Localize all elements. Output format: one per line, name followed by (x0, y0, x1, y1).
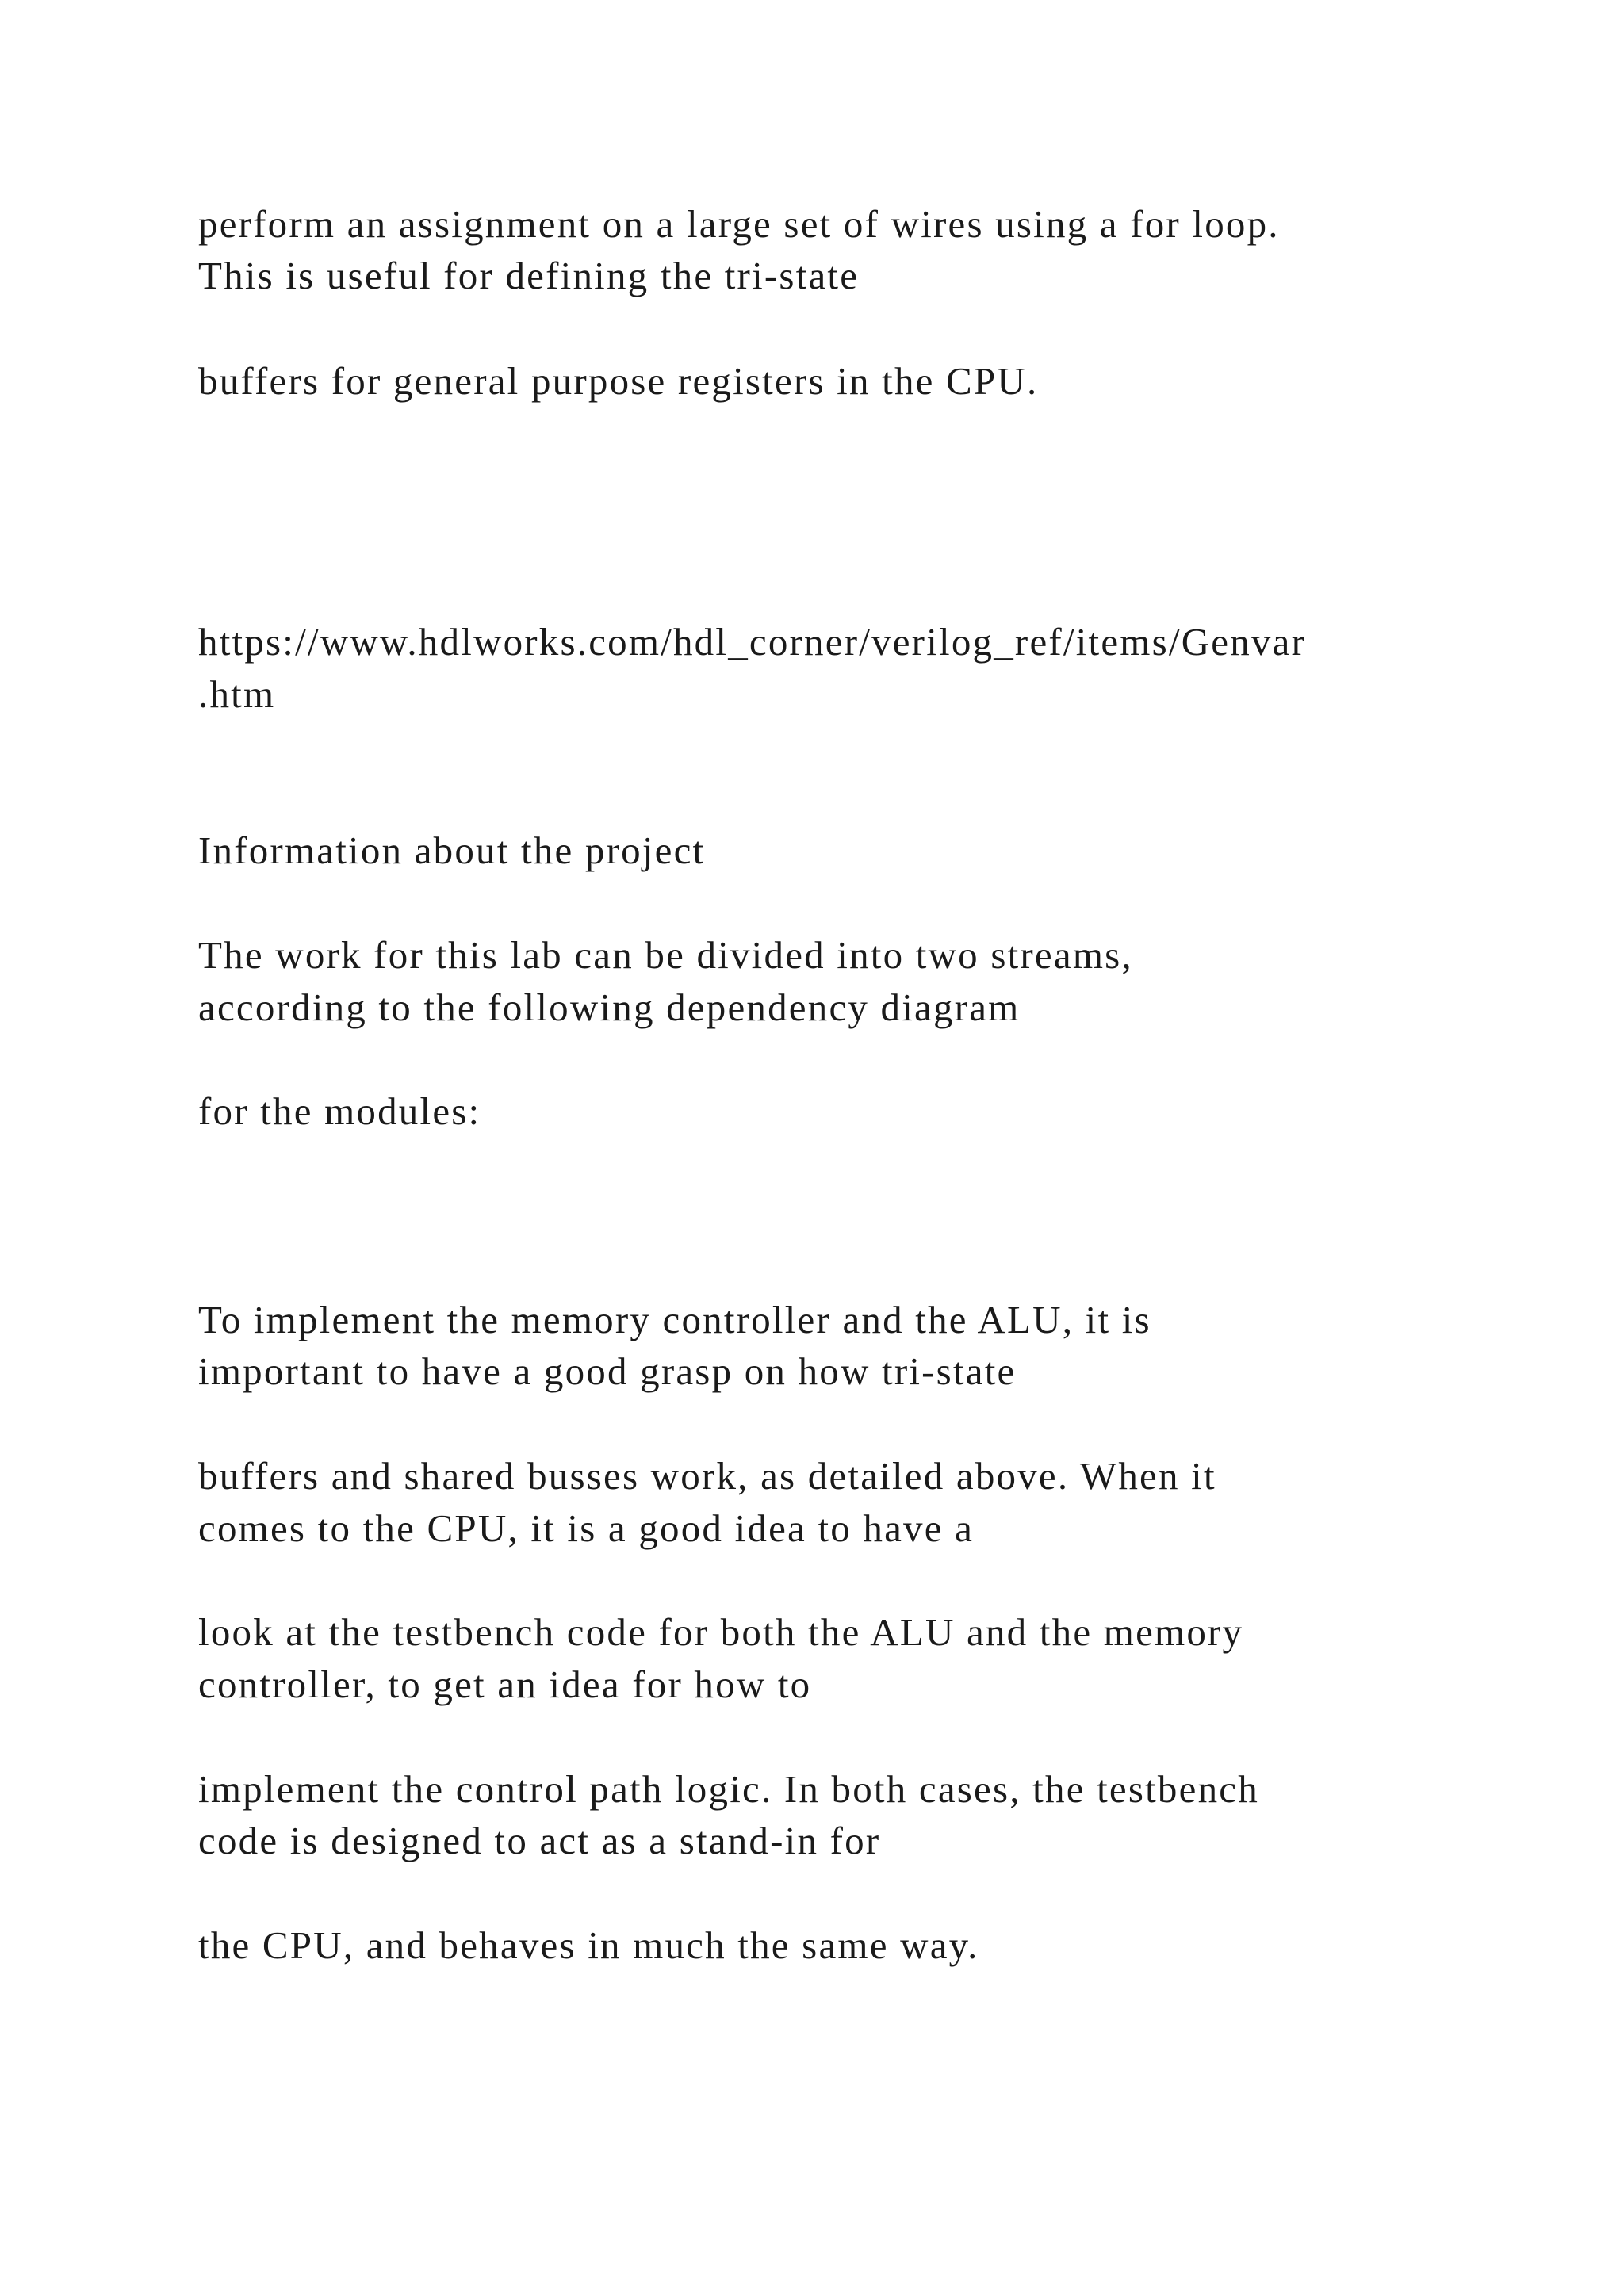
text-line: perform an assignment on a large set of wires using a for loop. (198, 202, 1280, 246)
text-line: important to have a good grasp on how tri-state (198, 1349, 1017, 1393)
text-line: To implement the memory controller and the ALU, it is (198, 1298, 1151, 1341)
text-line: for the modules: (198, 1089, 481, 1133)
section-heading: Information about the project (198, 828, 706, 872)
text-line: The work for this lab can be divided into two streams, (198, 933, 1133, 977)
text-line: controller, to get an idea for how to (198, 1663, 812, 1706)
url-line: .htm (198, 672, 276, 716)
text-line: buffers and shared busses work, as detailed above. When it (198, 1454, 1216, 1498)
text-line: This is useful for defining the tri-state (198, 254, 860, 297)
text-line: comes to the CPU, it is a good idea to have a (198, 1506, 975, 1550)
text-line: according to the following dependency diagram (198, 985, 1021, 1029)
text-line: buffers for general purpose registers in the CPU. (198, 359, 1039, 403)
text-line: look at the testbench code for both the ALU and the memory (198, 1610, 1244, 1654)
text-line: implement the control path logic. In both cases, the testbench (198, 1767, 1259, 1811)
text-line: code is designed to act as a stand-in for (198, 1819, 881, 1862)
text-line: the CPU, and behaves in much the same way. (198, 1923, 979, 1967)
url-line: https://www.hdlworks.com/hdl_corner/verilog_ref/items/Genvar (198, 620, 1307, 664)
